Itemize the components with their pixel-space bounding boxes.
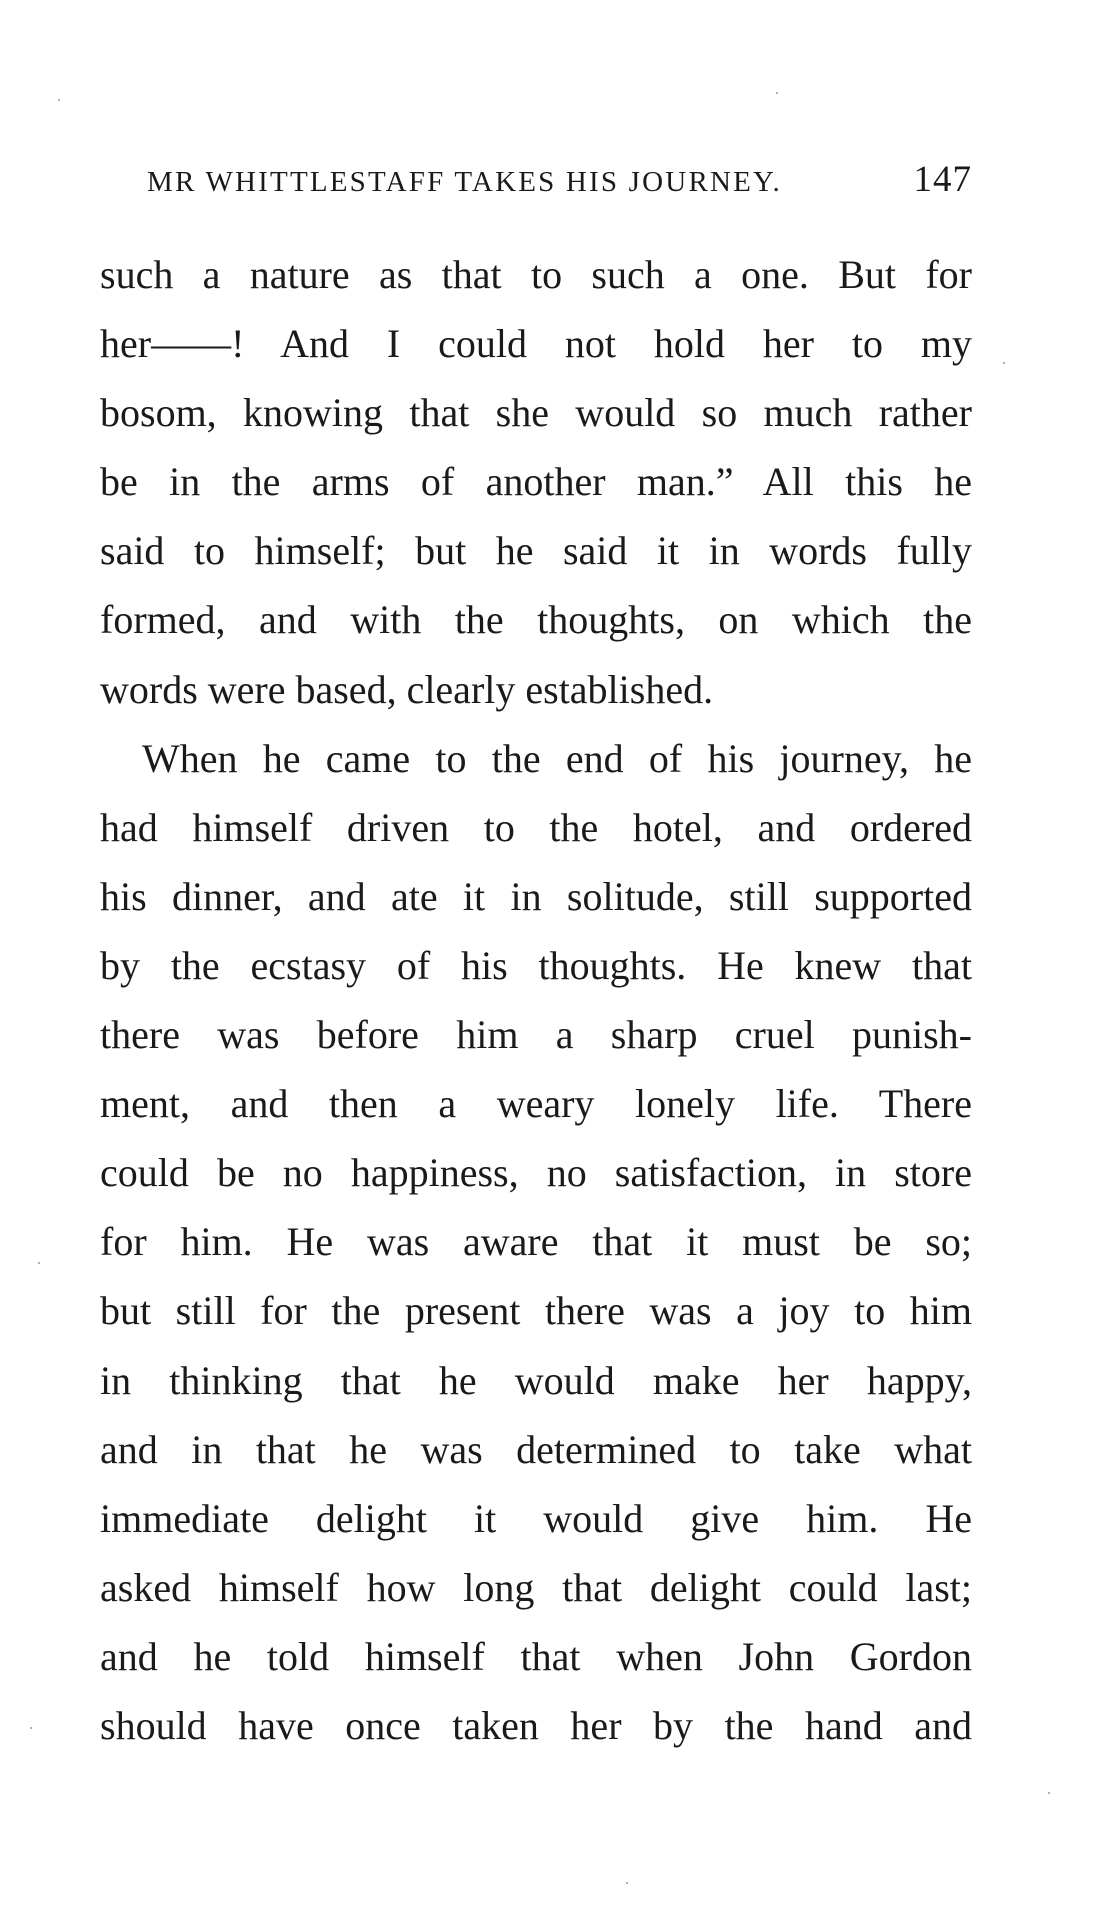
paper-speck — [58, 99, 60, 101]
text-line: When he came to the end of his journey, he — [142, 735, 972, 781]
running-title: MR WHITTLESTAFF TAKES HIS JOURNEY. — [147, 166, 782, 198]
text-line: her——! And I could not hold her to my — [100, 321, 972, 367]
text-line: words were based, clearly established. — [100, 666, 714, 712]
text-line: and in that he was determined to take what — [100, 1426, 972, 1472]
paper-speck — [30, 1727, 32, 1729]
text-line: could be no happiness, no satisfaction, in store — [100, 1150, 972, 1196]
text-line: formed, and with the thoughts, on which the — [100, 597, 972, 643]
text-line: said to himself; but he said it in words fully — [100, 528, 972, 574]
paper-speck — [38, 1262, 40, 1264]
text-line: be in the arms of another man.” All this he — [100, 459, 972, 505]
text-line: his dinner, and ate it in solitude, still supported — [100, 873, 972, 919]
text-line: asked himself how long that delight could last; — [100, 1564, 972, 1610]
text-line: immediate delight it would give him. He — [100, 1495, 972, 1541]
text-line: but still for the present there was a joy to him — [100, 1288, 972, 1334]
text-line: and he told himself that when John Gordon — [100, 1633, 972, 1679]
text-line: had himself driven to the hotel, and ordered — [100, 804, 972, 850]
text-line: such a nature as that to such a one. But for — [100, 252, 972, 297]
paper-speck — [776, 92, 778, 94]
text-line: bosom, knowing that she would so much rather — [100, 390, 972, 436]
body-text — [100, 240, 972, 1760]
page-number: 147 — [913, 159, 972, 200]
paper-speck — [626, 1882, 628, 1884]
text-line: ment, and then a weary lonely life. There — [100, 1081, 972, 1127]
text-line: for him. He was aware that it must be so; — [100, 1219, 972, 1265]
text-line: there was before him a sharp cruel punish- — [100, 1012, 972, 1058]
running-head — [147, 158, 972, 218]
text-line: by the ecstasy of his thoughts. He knew that — [100, 942, 972, 988]
paper-speck — [1003, 362, 1005, 364]
text-line: should have once taken her by the hand and — [100, 1702, 972, 1748]
text-line: in thinking that he would make her happy, — [100, 1357, 972, 1403]
paper-speck — [1048, 1792, 1050, 1794]
